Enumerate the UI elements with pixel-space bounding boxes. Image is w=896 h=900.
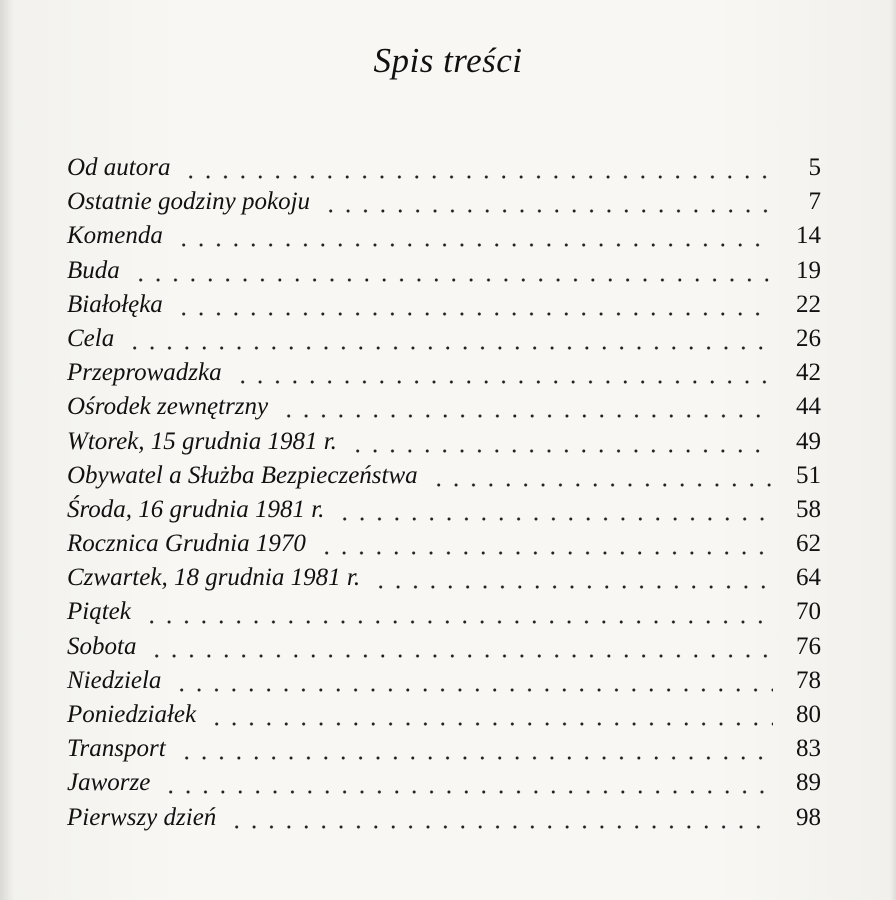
toc-entry-title: Przeprowadzka xyxy=(67,359,222,387)
toc-entry xyxy=(67,732,821,766)
dot-leader xyxy=(336,516,773,522)
toc-entry-title: Czwartek, 18 grudnia 1981 r. xyxy=(67,564,361,592)
toc-entry xyxy=(67,254,821,288)
toc-entry-title: Jaworze xyxy=(67,769,151,797)
toc-entry-title: Niedziela xyxy=(67,666,162,694)
dot-leader xyxy=(430,482,773,488)
toc-entry-page-number: 64 xyxy=(796,564,821,592)
toc-entry xyxy=(67,390,821,424)
dot-leader xyxy=(143,619,773,625)
toc-entry xyxy=(67,356,821,390)
dot-leader xyxy=(126,345,773,351)
toc-entry xyxy=(67,766,821,800)
toc-entry xyxy=(67,493,821,527)
dot-leader xyxy=(322,208,773,214)
toc-entry-page-number: 98 xyxy=(796,803,821,831)
toc-entry xyxy=(67,561,821,595)
toc-entry-page-number: 83 xyxy=(796,735,821,763)
toc-entry-title: Pierwszy dzień xyxy=(67,803,217,831)
toc-entry-page-number: 70 xyxy=(796,598,821,626)
dot-leader xyxy=(234,379,773,385)
toc-entry-page-number: 78 xyxy=(796,666,821,694)
toc-entry xyxy=(67,527,821,561)
toc-entry-page-number: 51 xyxy=(796,461,821,489)
page-edge-shadow xyxy=(890,0,896,900)
toc-entry-title: Ośrodek zewnętrzny xyxy=(67,393,269,421)
dot-leader xyxy=(148,653,773,659)
toc-entry-page-number: 26 xyxy=(796,324,821,352)
toc-entry-title: Transport xyxy=(67,735,166,763)
dot-leader xyxy=(208,721,773,727)
table-of-contents xyxy=(67,151,821,835)
toc-entry-page-number: 44 xyxy=(796,393,821,421)
toc-entry xyxy=(67,698,821,732)
toc-entry-page-number: 14 xyxy=(796,222,821,250)
toc-entry-title: Ostatnie godziny pokoju xyxy=(67,188,311,216)
toc-entry-page-number: 76 xyxy=(796,632,821,660)
toc-entry-page-number: 42 xyxy=(796,359,821,387)
toc-entry-title: Obywatel a Służba Bezpieczeństwa xyxy=(67,461,418,489)
toc-entry-title: Cela xyxy=(67,324,115,352)
toc-entry xyxy=(67,425,821,459)
toc-entry xyxy=(67,288,821,322)
toc-entry xyxy=(67,801,821,835)
toc-entry xyxy=(67,459,821,493)
toc-entry-title: Poniedziałek xyxy=(67,701,197,728)
toc-entry xyxy=(67,595,821,629)
page-binding-shadow xyxy=(0,0,14,900)
toc-entry-page-number: 89 xyxy=(796,769,821,797)
dot-leader xyxy=(132,277,773,283)
toc-entry-title: Komenda xyxy=(67,222,163,250)
toc-entry-page-number: 58 xyxy=(796,495,821,523)
dot-leader xyxy=(173,687,773,693)
toc-entry xyxy=(67,322,821,356)
toc-entry-title: Piątek xyxy=(67,598,131,626)
toc-entry xyxy=(67,219,821,253)
toc-entry-page-number: 49 xyxy=(796,427,821,455)
dot-leader xyxy=(175,242,773,248)
toc-entry-page-number: 19 xyxy=(796,256,821,284)
dot-leader xyxy=(182,174,773,180)
toc-entry-title: Białołęka xyxy=(67,290,163,318)
toc-entry xyxy=(67,185,821,219)
page-title: Spis treści xyxy=(373,41,523,80)
toc-entry-title: Od autora xyxy=(67,154,171,181)
toc-entry-title: Środa, 16 grudnia 1981 r. xyxy=(67,495,325,523)
toc-entry-page-number: 80 xyxy=(796,701,821,728)
dot-leader xyxy=(280,413,773,419)
dot-leader xyxy=(178,755,773,761)
toc-entry-page-number: 22 xyxy=(796,290,821,318)
toc-entry-title: Buda xyxy=(67,256,120,284)
toc-entry-title: Rocznica Grudnia 1970 xyxy=(67,530,306,558)
dot-leader xyxy=(318,550,773,556)
toc-entry xyxy=(67,151,821,185)
dot-leader xyxy=(162,789,773,795)
toc-entry xyxy=(67,664,821,698)
dot-leader xyxy=(349,448,773,454)
dot-leader xyxy=(228,824,773,830)
toc-entry-title: Sobota xyxy=(67,632,137,660)
dot-leader xyxy=(175,311,773,317)
toc-entry-title: Wtorek, 15 grudnia 1981 r. xyxy=(67,427,337,455)
toc-entry-page-number: 5 xyxy=(808,154,821,181)
toc-entry-page-number: 7 xyxy=(808,188,821,216)
dot-leader xyxy=(372,584,773,590)
toc-entry xyxy=(67,630,821,664)
toc-entry-page-number: 62 xyxy=(796,530,821,558)
